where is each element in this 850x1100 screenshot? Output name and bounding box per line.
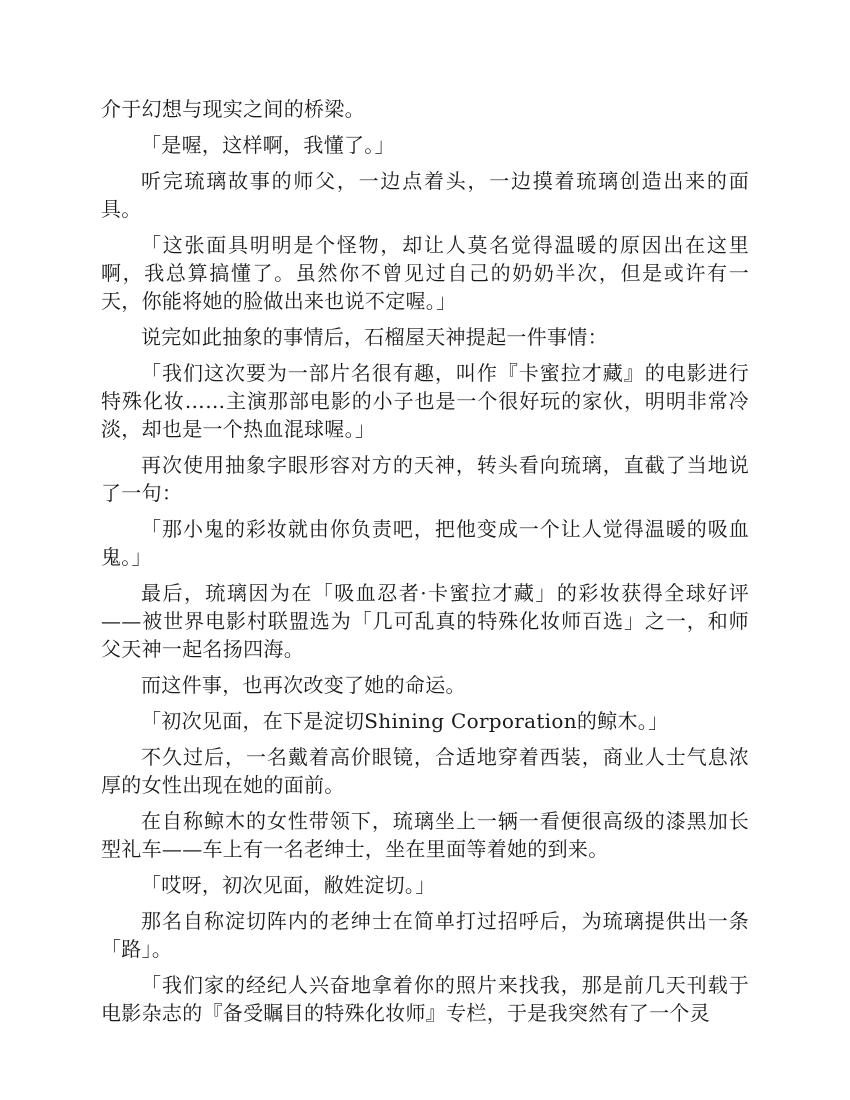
paragraph: 在自称鲸木的女性带领下，琉璃坐上一辆一看便很高级的漆黑加长型礼车——车上有一名老绅士，坐在里面等着她的到来。 xyxy=(101,809,749,861)
paragraph: 说完如此抽象的事情后，石榴屋天神提起一件事情： xyxy=(141,325,608,349)
paragraph: 那名自称淀切阵内的老绅士在简单打过招呼后，为琉璃提供出一条「路」。 xyxy=(101,909,749,961)
paragraph: 最后，琉璃因为在「吸血忍者·卡蜜拉才藏」的彩妆获得全球好评——被世界电影村联盟选为「几可乱真的特殊化妆师百选」之一，和师父天神一起名扬四海。 xyxy=(101,581,749,661)
paragraph: 听完琉璃故事的师父，一边点着头，一边摸着琉璃创造出来的面具。 xyxy=(101,169,749,221)
paragraph: 「这张面具明明是个怪物，却让人莫名觉得温暖的原因出在这里啊，我总算搞懂了。虽然你不曾见过自己的奶奶半次，但是或许有一天，你能将她的脸做出来也说不定喔。」 xyxy=(101,233,749,313)
book-page xyxy=(101,95,749,1035)
paragraph: 不久过后，一名戴着高价眼镜，合适地穿着西装，商业人士气息浓厚的女性出现在她的面前。 xyxy=(101,745,749,797)
paragraph: 「初次见面，在下是淀切Shining Corporation的鲸木。」 xyxy=(141,709,669,733)
paragraph: 「我们这次要为一部片名很有趣，叫作『卡蜜拉才藏』的电影进行特殊化妆……主演那部电影的小子也是一个很好玩的家伙，明明非常冷淡，却也是一个热血混球喔。」 xyxy=(101,361,749,441)
paragraph: 「那小鬼的彩妆就由你负责吧，把他变成一个让人觉得温暖的吸血鬼。」 xyxy=(101,517,749,569)
paragraph: 「哎呀，初次见面，敝姓淀切。」 xyxy=(141,873,436,897)
paragraph: 再次使用抽象字眼形容对方的天神，转头看向琉璃，直截了当地说了一句： xyxy=(101,453,749,505)
paragraph: 介于幻想与现实之间的桥梁。 xyxy=(101,97,365,121)
paragraph: 「我们家的经纪人兴奋地拿着你的照片来找我，那是前几天刊载于电影杂志的『备受瞩目的特殊化妆师』专栏，于是我突然有了一个灵 xyxy=(101,973,749,1025)
paragraph: 而这件事，也再次改变了她的命运。 xyxy=(141,673,466,697)
paragraph: 「是喔，这样啊，我懂了。」 xyxy=(141,133,395,157)
